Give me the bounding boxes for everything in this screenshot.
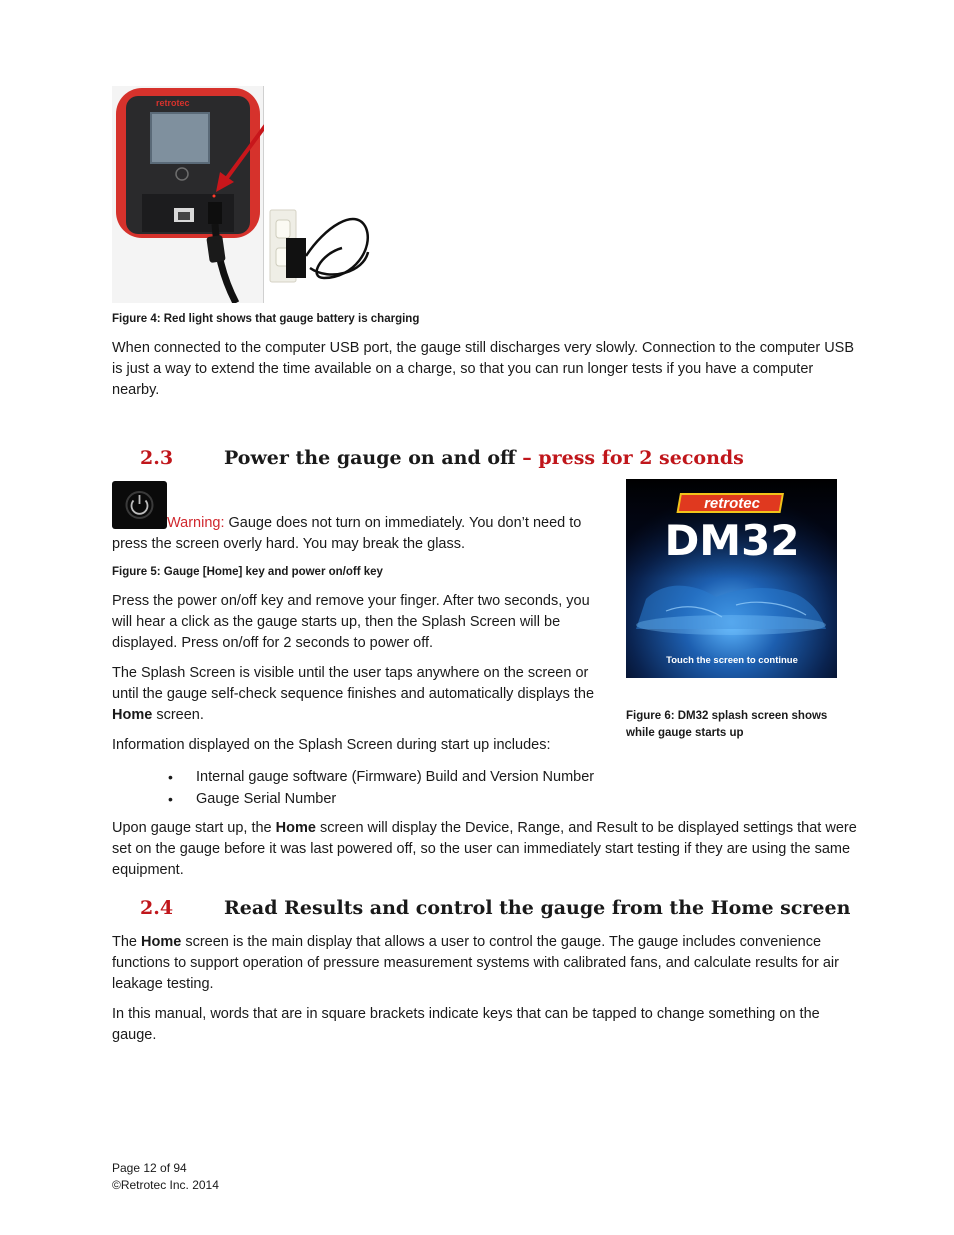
device-brand-label: retrotec [156,98,190,108]
section-title: Power the gauge on and off [224,447,516,469]
warning-label: Warning: [167,515,225,531]
gauge-charging-photo [112,86,264,303]
warning-text: Gauge does not turn on immediately. You don’t need to press the screen overly hard. You may break the glass. [112,515,582,552]
home-text-end: screen is the main display that allows a user to control the gauge. The gauge includes convenience functions to support operation of pressure measurement systems with calibrated fans, and calculate results for air leakage testing. [112,934,839,992]
section-number: 2.3 [140,447,174,469]
home-term: Home [275,820,316,836]
figure-4-image [112,86,264,303]
figure-4-caption: Figure 4: Red light shows that gauge battery is charging [112,313,420,325]
dm32-splash-screen [626,479,837,678]
section-2-4-heading [140,897,860,919]
splash-model: DM32 [664,516,800,565]
home-term: Home [141,934,182,950]
splash-brand: retrotec [704,495,760,512]
page-footer [112,1160,219,1194]
startup-paragraph [112,818,862,881]
startup-text-end: screen will display the Device, Range, and Result to be displayed settings that were set on the gauge before it was last powered off, so the user can immediately start testing if they are using the same equipment. [112,820,857,878]
copyright: ©Retrotec Inc. 2014 [112,1178,219,1192]
splash-text-end: screen. [152,707,204,723]
info-paragraph: Information displayed on the Splash Screen during start up includes: [112,737,551,753]
charger-image [264,208,372,286]
figure-6-image [626,479,837,678]
splash-paragraph [112,663,607,726]
wall-charger-photo [264,208,372,286]
home-term: Home [112,707,153,723]
section-number: 2.4 [140,897,174,919]
warning-paragraph [112,513,617,555]
page-number: Page 12 of 94 [112,1161,187,1175]
usb-paragraph: When connected to the computer USB port, the gauge still discharges very slowly. Connection to the computer USB is just a way to extend the time available on a charge, so that you can run longer tests if you have a computer nearby. [112,340,855,398]
list-item: • Gauge Serial Number [168,788,768,810]
info-list [168,766,768,810]
press-paragraph: Press the power on/off key and remove your finger. After two seconds, you will hear a click as the gauge starts up, then the Splash Screen will be displayed. Press on/off for 2 seconds to power off. [112,593,590,651]
section-title: Read Results and control the gauge from the Home screen [224,897,851,919]
list-item: • Internal gauge software (Firmware) Build and Version Number [168,766,768,788]
splash-prompt: Touch the screen to continue [666,655,798,666]
home-paragraph [112,932,862,995]
figure-6-caption: Figure 6: DM32 splash screen shows while gauge starts up [626,710,828,739]
home-text: The [112,934,142,950]
section-title-highlight: – press for 2 seconds [515,447,744,469]
section-2-3-heading [140,447,840,469]
figure-5-caption: Figure 5: Gauge [Home] key and power on/off key [112,566,383,578]
brackets-paragraph: In this manual, words that are in square brackets indicate keys that can be tapped to change something on the gauge. [112,1006,820,1043]
startup-text: Upon gauge start up, the [112,820,276,836]
splash-text: The Splash Screen is visible until the user taps anywhere on the screen or until the gauge self-check sequence finishes and automatically displays the [112,665,595,702]
